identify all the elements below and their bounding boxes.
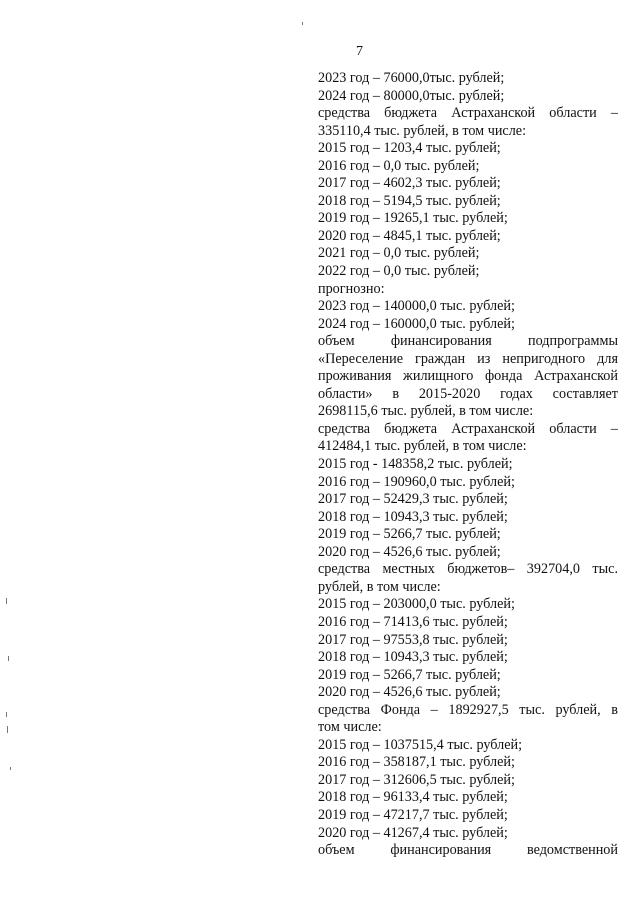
scan-speck	[6, 712, 7, 717]
text-line: 412484,1 тыс. рублей, в том числе:	[318, 438, 527, 455]
text-line: 2016 год – 358187,1 тыс. рублей;	[318, 754, 515, 771]
text-line: 2016 год – 190960,0 тыс. рублей;	[318, 473, 515, 490]
text-line: 2023 год – 140000,0 тыс. рублей;	[318, 298, 515, 315]
text-line: средства бюджета Астраханской области –	[318, 420, 618, 437]
text-line: 2021 год – 0,0 тыс. рублей;	[318, 245, 480, 262]
text-line: 2015 год – 1037515,4 тыс. рублей;	[318, 736, 523, 753]
text-line: 2020 год – 4845,1 тыс. рублей;	[318, 227, 501, 244]
text-line: средства бюджета Астраханской области –	[318, 105, 618, 122]
text-line: 2024 год – 80000,0тыс. рублей;	[318, 87, 505, 104]
scan-speck	[10, 767, 11, 770]
text-line: объем финансирования ведомственной	[318, 842, 618, 859]
text-line: 2018 год – 96133,4 тыс. рублей;	[318, 789, 508, 806]
text-line: 2015 год – 1203,4 тыс. рублей;	[318, 140, 501, 157]
text-line: 2015 год - 148358,2 тыс. рублей;	[318, 456, 513, 473]
text-line: 335110,4 тыс. рублей, в том числе:	[318, 122, 527, 139]
text-line: 2015 год – 203000,0 тыс. рублей;	[318, 596, 515, 613]
text-line: 2017 год – 312606,5 тыс. рублей;	[318, 771, 515, 788]
page-number: 7	[356, 44, 363, 59]
text-line: 2019 год – 5266,7 тыс. рублей;	[318, 666, 501, 683]
text-line: 2019 год – 47217,7 тыс. рублей;	[318, 806, 508, 823]
text-line: 2017 год – 52429,3 тыс. рублей;	[318, 491, 508, 508]
text-line: 2019 год – 19265,1 тыс. рублей;	[318, 210, 508, 227]
text-line: объем финансирования подпрограммы	[318, 333, 618, 350]
text-line: 2698115,6 тыс. рублей, в том числе:	[318, 403, 534, 420]
text-line: 2017 год – 4602,3 тыс. рублей;	[318, 175, 501, 192]
text-line: 2016 год – 0,0 тыс. рублей;	[318, 157, 480, 174]
scan-speck	[8, 656, 9, 661]
text-line: прогнозно:	[318, 280, 385, 297]
scan-speck	[7, 726, 8, 733]
text-line: 2018 год – 10943,3 тыс. рублей;	[318, 649, 508, 666]
text-line: 2018 год – 10943,3 тыс. рублей;	[318, 508, 508, 525]
text-line: 2020 год – 41267,4 тыс. рублей;	[318, 824, 508, 841]
text-line: 2017 год – 97553,8 тыс. рублей;	[318, 631, 508, 648]
document-text-column	[318, 70, 618, 860]
text-line: 2020 год – 4526,6 тыс. рублей;	[318, 543, 501, 560]
text-line: средства местных бюджетов– 392704,0 тыс.	[318, 561, 618, 578]
text-line: рублей, в том числе:	[318, 578, 441, 595]
text-line: «Переселение граждан из непригодного для	[318, 350, 618, 367]
text-line: 2023 год – 76000,0тыс. рублей;	[318, 70, 505, 86]
text-line: 2024 год – 160000,0 тыс. рублей;	[318, 315, 515, 332]
text-line: 2018 год – 5194,5 тыс. рублей;	[318, 192, 501, 209]
text-line: том числе:	[318, 719, 382, 736]
text-line: 2020 год – 4526,6 тыс. рублей;	[318, 684, 501, 701]
text-line: области» в 2015-2020 годах составляет	[318, 385, 618, 402]
text-line: 2019 год – 5266,7 тыс. рублей;	[318, 526, 501, 543]
text-line: 2016 год – 71413,6 тыс. рублей;	[318, 613, 508, 630]
text-line: средства Фонда – 1892927,5 тыс. рублей, в	[318, 701, 618, 718]
scan-speck	[302, 22, 303, 25]
scan-speck	[6, 598, 7, 604]
text-line: 2022 год – 0,0 тыс. рублей;	[318, 263, 480, 280]
text-line: проживания жилищного фонда Астраханской	[318, 368, 618, 385]
